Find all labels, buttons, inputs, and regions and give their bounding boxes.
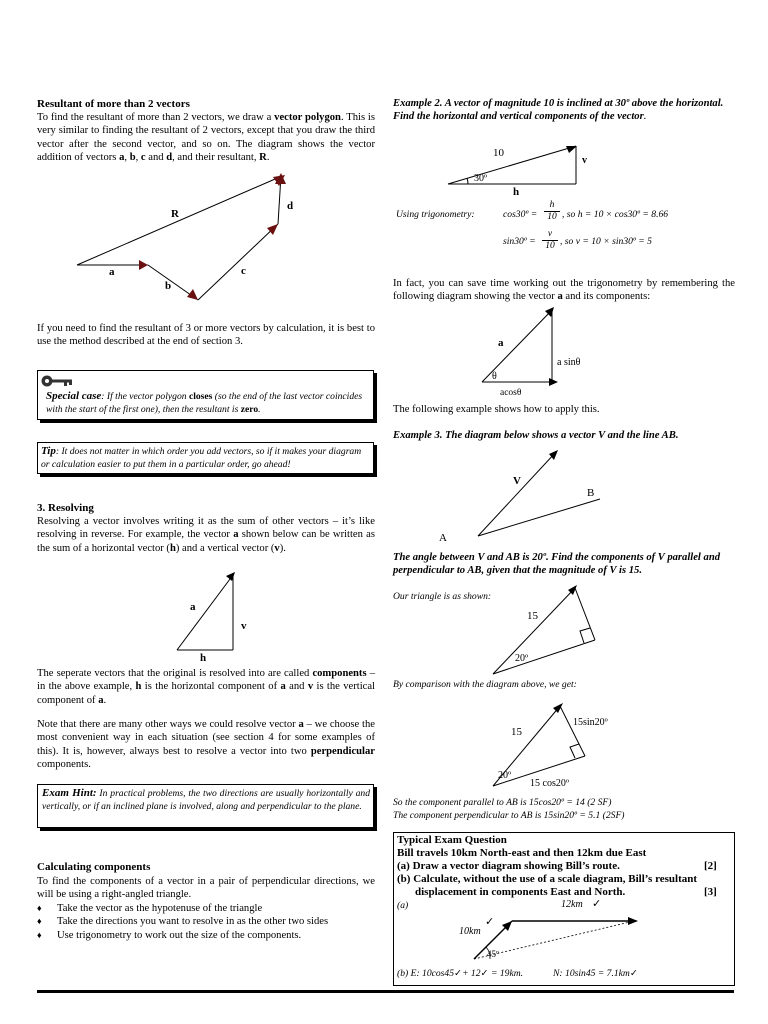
arrowhead-10: [566, 146, 577, 153]
label-45: 45º: [487, 949, 499, 959]
label-V: V: [513, 475, 521, 487]
sin-lhs: sin30º =: [503, 236, 536, 247]
answer-b: (b) E: 10cos45✓+ 12✓ = 19km. N: 10sin45 = 7.1km✓: [397, 968, 638, 979]
triangle-1-diagram: [480, 582, 610, 682]
label-v: v: [582, 155, 587, 166]
comparison-text: By comparison with the diagram above, we get:: [393, 679, 577, 690]
sin-rhs: , so v = 10 × sin30º = 5: [560, 236, 652, 247]
result-parallel: So the component parallel to AB is 15cos20º = 14 (2 SF): [393, 797, 612, 808]
arrowhead-a: [139, 260, 148, 270]
exam-question-b-marks: [3]: [704, 886, 717, 898]
list-item: ♦ Take the vector as the hypotenuse of the triangle: [37, 902, 375, 915]
label-10: 10: [493, 147, 504, 159]
label-10km: 10km: [459, 926, 481, 937]
resultant-paragraph: To find the resultant of more than 2 vectors, we draw a vector polygon. This is very similar to finding the resultant of 2 vectors, except that you draw the third vector after the second vector, and so on. The diagram shows the vector addition of vectors a, b, c and d, and their resultant, R.: [37, 112, 375, 164]
components-diagram: [470, 302, 590, 402]
exam-question-b-line1: (b) Calculate, without the use of a scale diagram, Bill’s resultant: [397, 873, 698, 885]
other-ways-paragraph: Note that there are many other ways we could resolve vector a – we choose the most convenient way in each situation (see section 4 for some examples of this). It is, however, always best to resolve a vector into two perpendicular components.: [37, 719, 375, 771]
label-d: d: [287, 200, 294, 212]
tip-text: Tip: It does not matter in which order you add vectors, so if it makes your diagram or calculation easier to put them in a particular order, go ahead!: [41, 445, 362, 470]
triangle-2-diagram: [485, 700, 625, 795]
arrowhead-12km: [628, 917, 638, 925]
cos-rhs: , so h = 10 × cos30º = 8.66: [562, 209, 669, 220]
label-a: a: [109, 266, 115, 278]
route-diagram: [394, 893, 734, 963]
label-12km: 12km: [561, 899, 583, 910]
exam-question-box: [393, 832, 735, 986]
exam-hint-text: Exam Hint: In practical problems, the two directions are usually horizontally and vertically, or if an inclined plane is involved, along and perpendicular to the plane.: [42, 787, 371, 812]
label-A: A: [439, 532, 447, 544]
label-15: 15: [527, 610, 538, 622]
components-paragraph: The seperate vectors that the original is resolved into are called components – in the above example, h is the horizontal component of a and v is the vertical component of a.: [37, 668, 376, 706]
check-mark: ✓: [485, 916, 495, 928]
label-15sin20: 15sin20º: [573, 717, 608, 728]
label-15: 15: [511, 726, 522, 738]
exam-question-a-marks: [2]: [704, 860, 717, 872]
answer-a-label: (a): [397, 900, 409, 911]
label-asin: a sinθ: [557, 357, 581, 368]
example3-diagram: [430, 446, 610, 546]
calc-components-heading: Calculating components: [37, 861, 151, 873]
label-v: v: [241, 620, 247, 632]
special-case-text: Special case: If the vector polygon closes (so the end of the last vector coincides with the start of the first one), then the resultant is zero.: [46, 390, 363, 415]
label-h: h: [200, 652, 207, 664]
label-a: a: [498, 337, 504, 349]
tip-box: [37, 442, 374, 474]
exam-question-line1: Bill travels 10km North-east and then 12km due East: [397, 847, 647, 859]
label-B: B: [587, 487, 595, 499]
exam-question-title: Typical Exam Question: [397, 834, 507, 846]
resultant-heading: Resultant of more than 2 vectors: [37, 98, 190, 110]
label-acos: acosθ: [500, 388, 522, 398]
sin-fraction: v 10: [542, 229, 558, 252]
check-mark: ✓: [592, 898, 602, 910]
arrowhead-acos: [549, 378, 558, 386]
vector-c-line: [198, 224, 278, 300]
example2-triangle: [440, 138, 600, 200]
exam-question-b-line2: displacement in components East and North.: [415, 886, 626, 898]
resultant-line: [77, 176, 282, 265]
label-30: 30º: [474, 173, 488, 184]
using-trig-label: Using trigonometry:: [396, 209, 475, 220]
resolving-heading: 3. Resolving: [37, 502, 94, 514]
angle-question-text: The angle between V and AB is 20º. Find the components of V parallel and perpendicular to AB, given that the magnitude of V is 15.: [393, 552, 721, 577]
example3-heading: Example 3. The diagram below shows a vector V and the line AB.: [393, 430, 679, 441]
following-paragraph: The following example shows how to apply this.: [393, 404, 600, 415]
arrowhead-a: [226, 572, 235, 581]
label-b: b: [165, 280, 172, 292]
resolve-triangle-diagram: [165, 565, 265, 665]
label-c: c: [241, 265, 246, 277]
triangle-intro-text: Our triangle is as shown:: [393, 591, 492, 602]
label-20: 20º: [515, 653, 529, 664]
label-a: a: [190, 601, 196, 613]
list-item: ♦ Use trigonometry to work out the size of the components.: [37, 929, 375, 942]
cos-fraction: h 10: [544, 200, 560, 223]
label-h: h: [513, 186, 520, 198]
key-icon: [40, 374, 74, 388]
infact-paragraph: In fact, you can save time working out the trigonometry by remembering the following diagram showing the vector a and its components:: [393, 278, 735, 303]
exam-hint-box: [37, 784, 374, 828]
label-20: 20º: [498, 770, 512, 781]
exam-question-a: (a) Draw a vector diagram showing Bill’s route.: [397, 860, 620, 872]
steps-list: [37, 902, 375, 942]
bottom-rule: [37, 990, 734, 993]
arrowhead-b: [187, 289, 198, 300]
label-R: R: [171, 208, 179, 220]
resolving-paragraph: Resolving a vector involves writing it as the sum of other vectors – it’s like resolving in reverse. For example, the vector a shown below can be written as the sum of a horizontal vector (h) and a vertical vector (v).: [37, 516, 375, 554]
vector-polygon-diagram: [60, 165, 310, 310]
result-perpendicular: The component perpendicular to AB is 15sin20º = 5.1 (2SF): [393, 810, 625, 821]
list-item: ♦ Take the directions you want to resolve in as the other two sides: [37, 915, 375, 928]
label-theta: θ: [492, 371, 497, 382]
calc-paragraph: If you need to find the resultant of 3 or more vectors by calculation, it is best to use the method described at the end of section 3.: [37, 323, 375, 348]
example2-heading: Example 2. A vector of magnitude 10 is inclined at 30º above the horizontal. Find the horizontal and vertical components of the vector.: [393, 98, 724, 123]
calc-components-paragraph: To find the components of a vector in a pair of perpendicular directions, we will be using a right-angled triangle.: [37, 876, 375, 901]
cos-lhs: cos30º =: [503, 209, 538, 220]
label-15cos20: 15 cos20º: [530, 778, 569, 789]
special-case-box: [37, 370, 374, 420]
